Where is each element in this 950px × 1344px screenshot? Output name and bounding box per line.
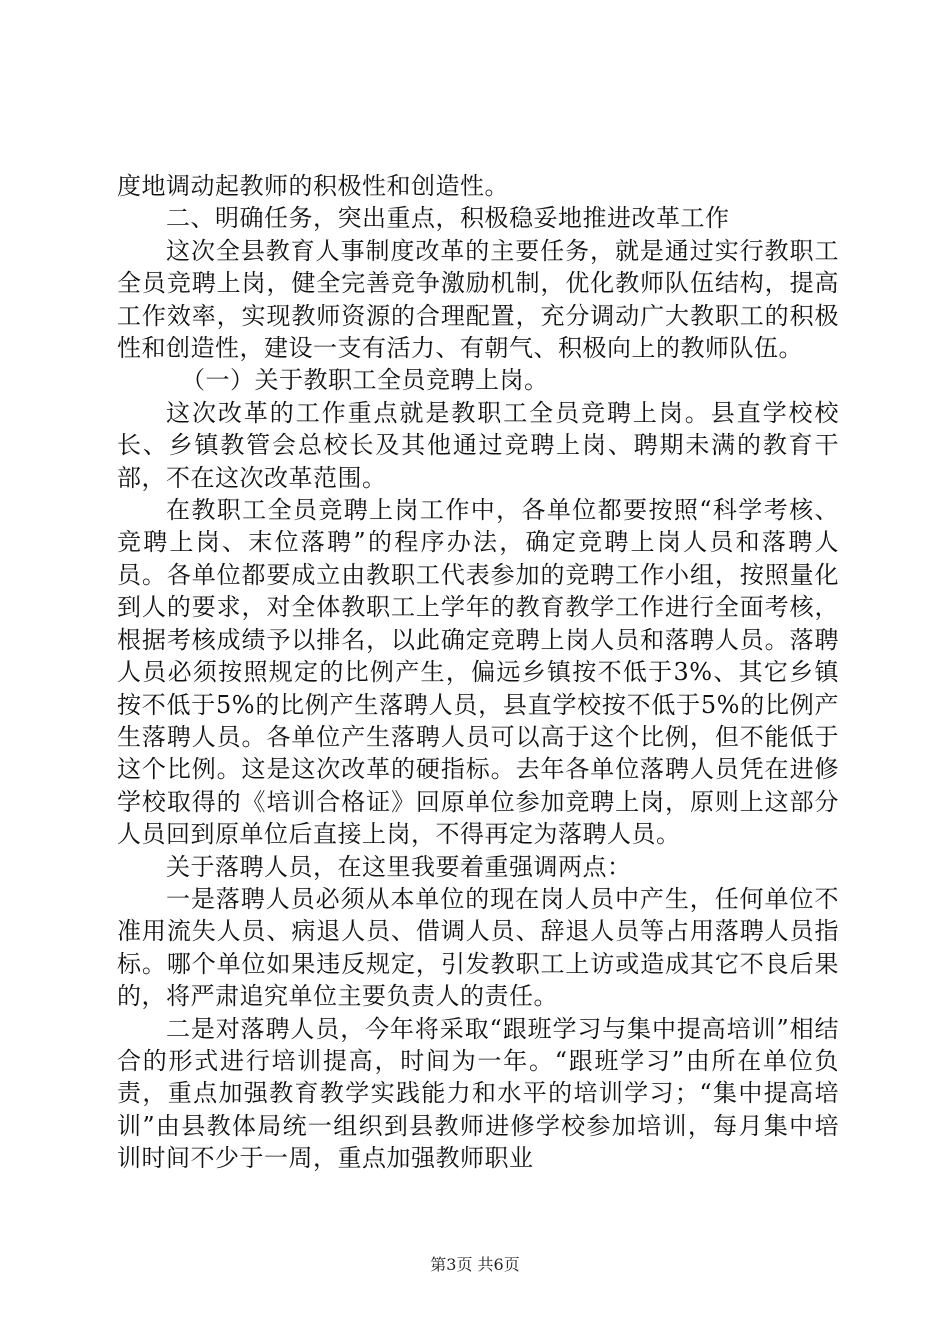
paragraph: 在教职工全员竞聘上岗工作中，各单位都要按照“科学考核、竞聘上岗、末位落聘”的程序办法，确定竞聘上岗人员和落聘人员。各单位都要成立由教职工代表参加的竞聘工作小组，按照量化到人的要求，对全体教职工上学年的教育教学工作进行全面考核，根据考核成绩予以排名，以此确定竞聘上岗人员和落聘人员。落聘人员必须按照规定的比例产生，偏远乡镇按不低于3%、其它乡镇按不低于5%的比例产生落聘人员，县直学校按不低于5%的比例产生落聘人员。各单位产生落聘人员可以高于这个比例，但不能低于这个比例。这是这次改革的硬指标。去年各单位落聘人员凭在进修学校取得的《培训合格证》回原单位参加竞聘上岗，原则上这部分人员回到原单位后直接上岗，不得再定为落聘人员。 — [117, 496, 839, 849]
paragraph: 这次全县教育人事制度改革的主要任务，就是通过实行教职工全员竞聘上岗，健全完善竞争激励机制，优化教师队伍结构，提高工作效率，实现教师资源的合理配置，充分调动广大教职工的积极性和创造性，建设一支有活力、有朝气、积极向上的教师队伍。 — [117, 236, 839, 363]
document-body — [117, 170, 839, 1175]
paragraph: 关于落聘人员，在这里我要着重强调两点： — [166, 852, 632, 881]
page-number-footer: 第3页 共6页 — [430, 1255, 520, 1274]
section-heading: 二、明确任务，突出重点，积极稳妥地推进改革工作 — [166, 204, 730, 233]
paragraph: 一是落聘人员必须从本单位的现在岗人员中产生，任何单位不准用流失人员、病退人员、借调人员、辞退人员等占用落聘人员指标。哪个单位如果违反规定，引发教职工上访或造成其它不良后果的，将严肃追究单位主要负责人的责任。 — [117, 884, 839, 1011]
subsection-heading: （一）关于教职工全员竞聘上岗。 — [181, 366, 549, 395]
paragraph: 二是对落聘人员，今年将采取“跟班学习与集中提高培训”相结合的形式进行培训提高，时间为一年。“跟班学习”由所在单位负责，重点加强教育教学实践能力和水平的培训学习；“集中提高培训”由县教体局统一组织到县教师进修学校参加培训，每月集中培训时间不少于一周，重点加强教师职业 — [117, 1014, 839, 1173]
paragraph: 这次改革的工作重点就是教职工全员竞聘上岗。县直学校校长、乡镇教管会总校长及其他通过竞聘上岗、聘期未满的教育干部，不在这次改革范围。 — [117, 398, 839, 492]
paragraph-continuation: 度地调动起教师的积极性和创造性。 — [117, 172, 509, 200]
